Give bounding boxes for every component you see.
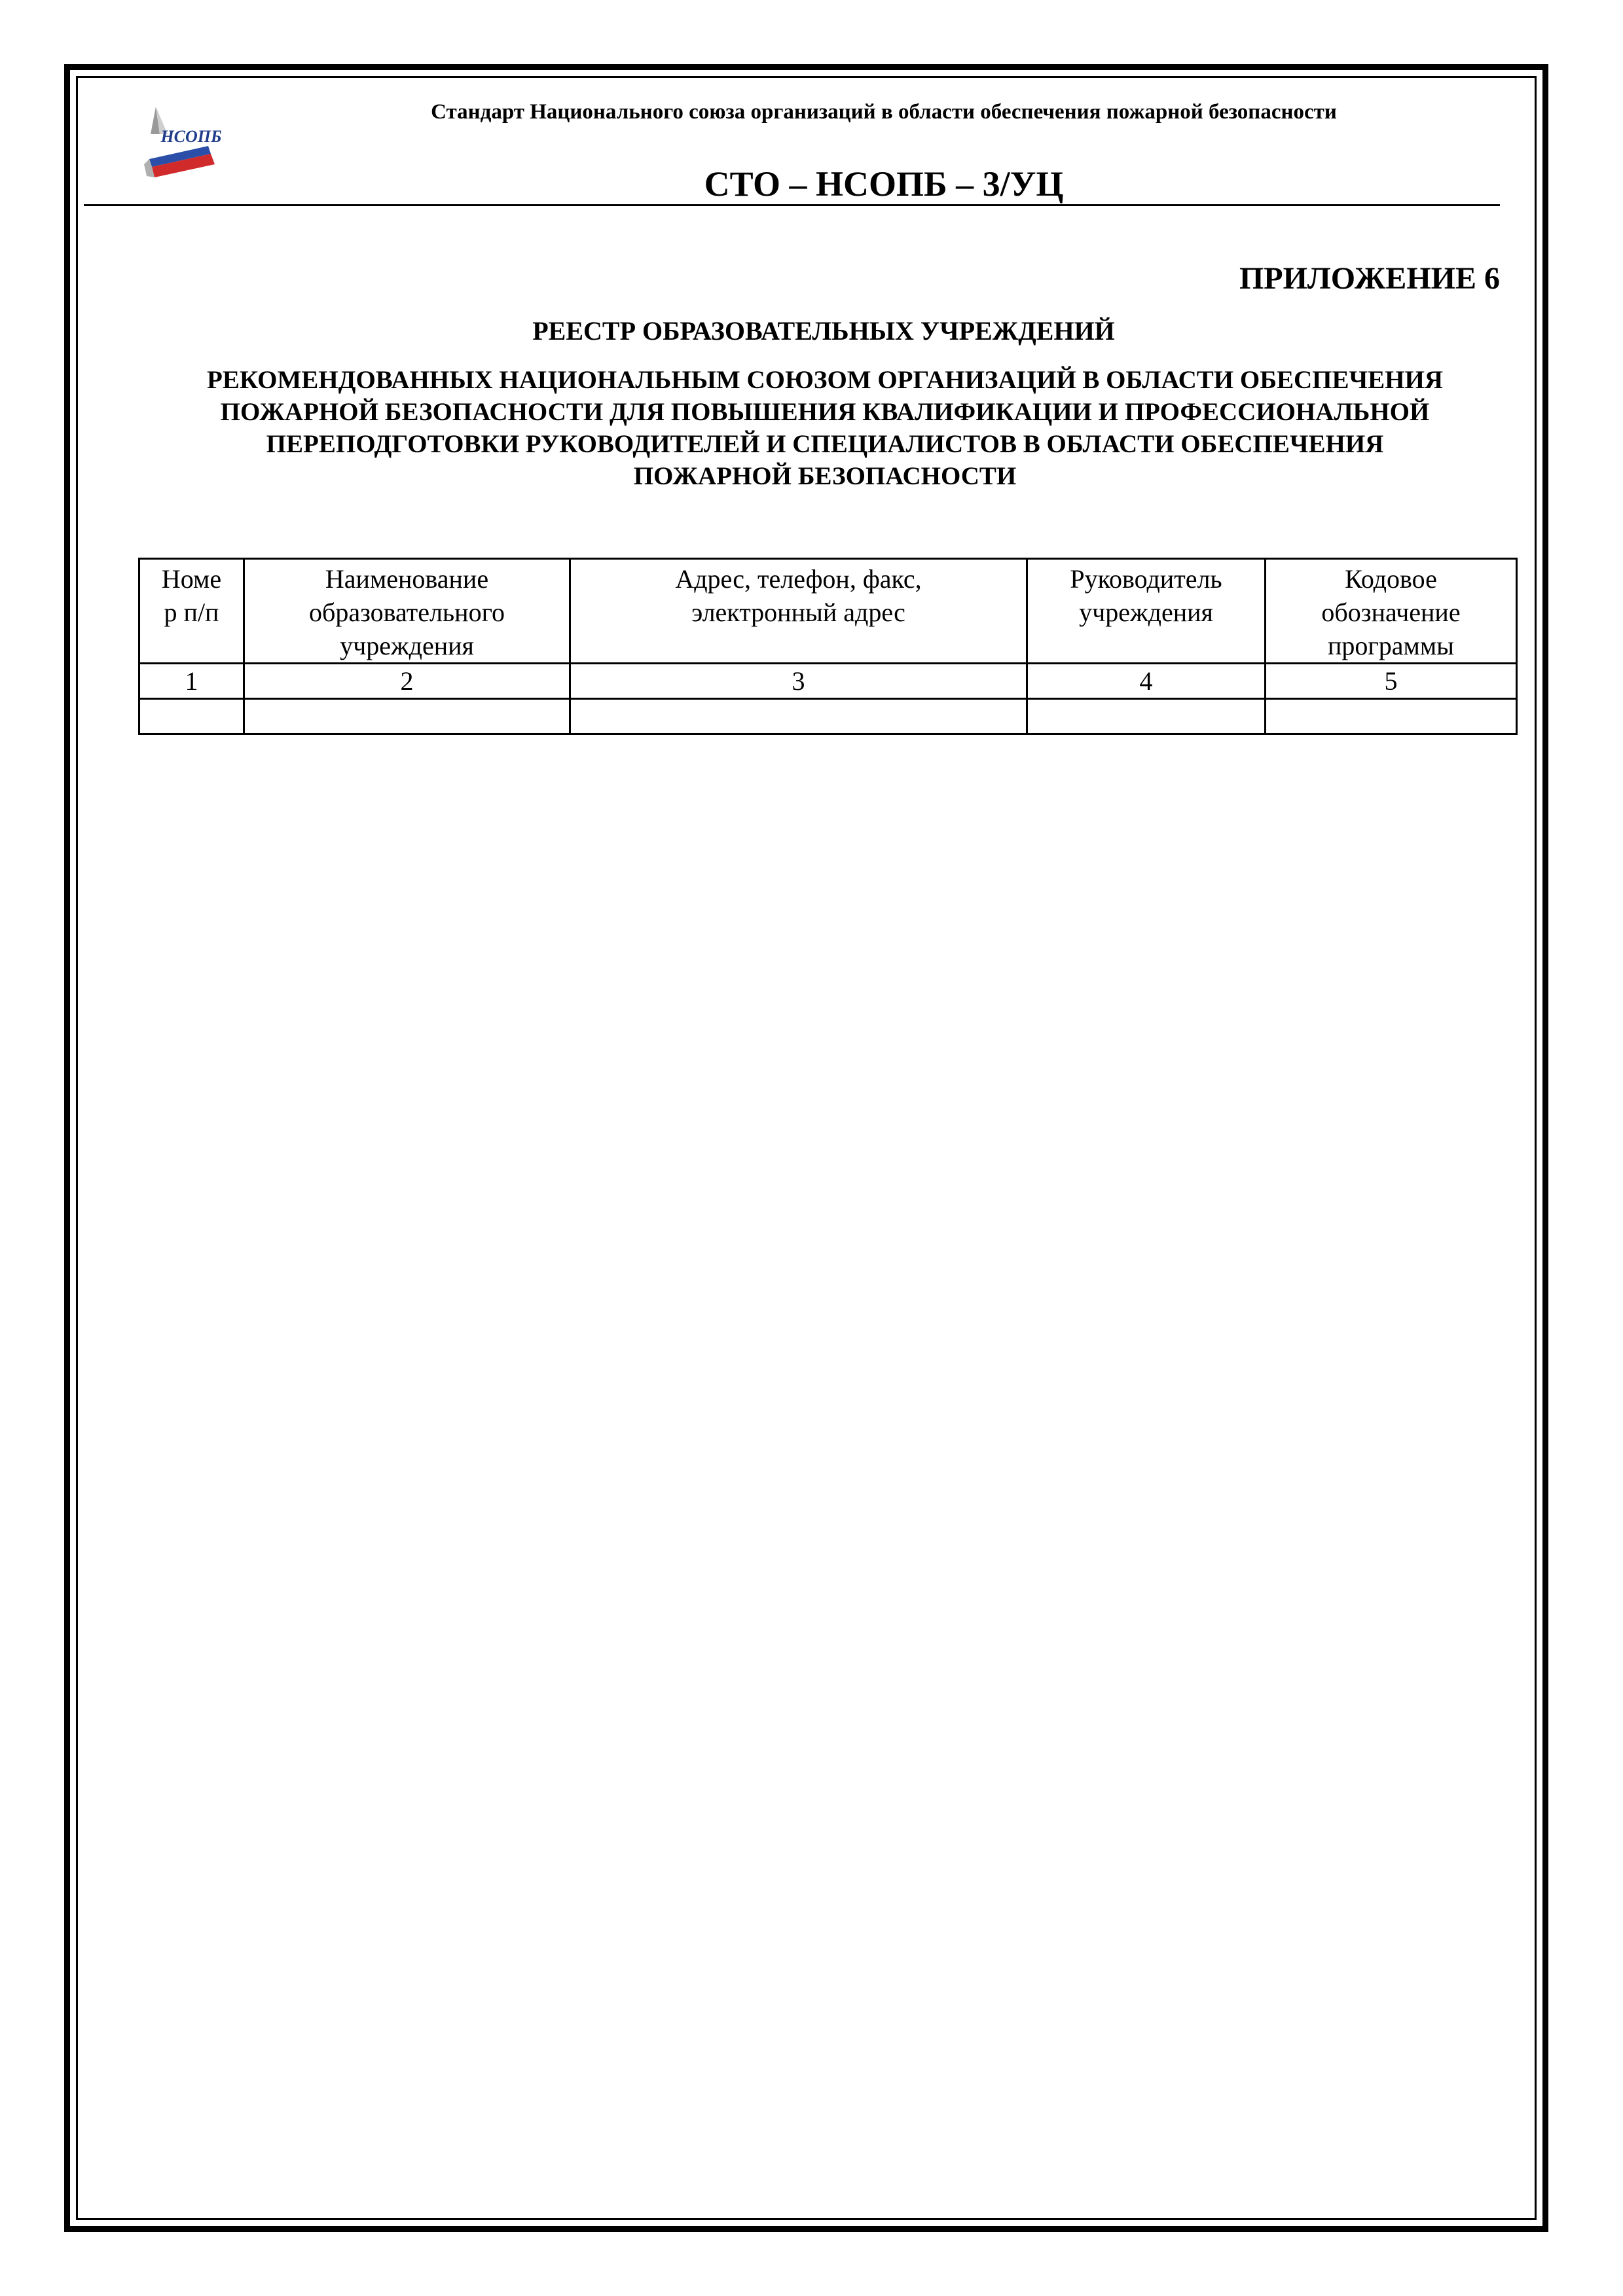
document-code: СТО – НСОПБ – 3/УЦ [704, 164, 1064, 204]
empty-cell [244, 699, 570, 734]
register-title: РЕЕСТР ОБРАЗОВАТЕЛЬНЫХ УЧРЕЖДЕНИЙ [532, 316, 1115, 346]
subtitle-line: ПОЖАРНОЙ БЕЗОПАСНОСТИ ДЛЯ ПОВЫШЕНИЯ КВАЛИФИКАЦИИ И ПРОФЕССИОНАЛЬНОЙ [220, 398, 1430, 426]
table-header-row [139, 559, 1517, 664]
logo-text: НСОПБ [160, 127, 222, 146]
column-header-number: Номе р п/п [139, 559, 244, 664]
register-subtitle [105, 364, 1545, 492]
subtitle-line: РЕКОМЕНДОВАННЫХ НАЦИОНАЛЬНЫМ СОЮЗОМ ОРГАНИЗАЦИЙ В ОБЛАСТИ ОБЕСПЕЧЕНИЯ [207, 366, 1443, 394]
column-number-row [139, 664, 1517, 699]
appendix-label: ПРИЛОЖЕНИЕ 6 [1239, 261, 1500, 296]
empty-cell [1266, 699, 1517, 734]
empty-cell [1027, 699, 1266, 734]
column-header-head: Руководитель учреждения [1027, 559, 1266, 664]
column-header-program-code: Кодовое обозначение программы [1266, 559, 1517, 664]
subtitle-line: ПОЖАРНОЙ БЕЗОПАСНОСТИ [633, 462, 1017, 490]
column-number-cell: 5 [1266, 664, 1517, 699]
column-number-cell: 1 [139, 664, 244, 699]
table-row-empty [139, 699, 1517, 734]
register-table [138, 558, 1518, 735]
empty-cell [570, 699, 1027, 734]
column-number-cell: 4 [1027, 664, 1266, 699]
organization-header: Стандарт Национального союза организаций в области обеспечения пожарной безопасности [431, 100, 1337, 124]
subtitle-line: ПЕРЕПОДГОТОВКИ РУКОВОДИТЕЛЕЙ И СПЕЦИАЛИСТОВ В ОБЛАСТИ ОБЕСПЕЧЕНИЯ [266, 430, 1384, 458]
header-divider [84, 204, 1500, 206]
empty-cell [139, 699, 244, 734]
column-number-cell: 3 [570, 664, 1027, 699]
nsopb-logo [131, 101, 229, 193]
column-number-cell: 2 [244, 664, 570, 699]
column-header-address: Адрес, телефон, факс, электронный адрес [570, 559, 1027, 664]
column-header-institution-name: Наименование образовательного учреждения [244, 559, 570, 664]
